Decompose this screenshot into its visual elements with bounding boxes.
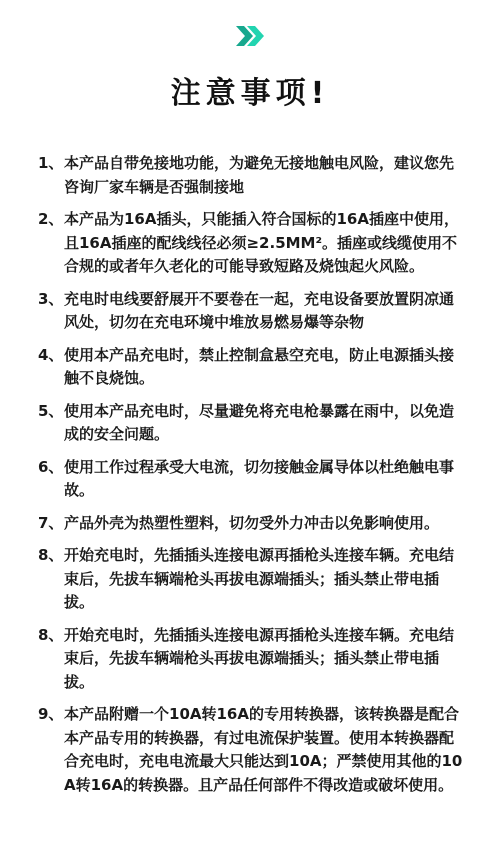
list-item: [38, 208, 468, 279]
item-number: 9、: [38, 705, 64, 723]
item-text: 产品外壳为热塑性塑料，切勿受外力冲击以免影响使用。: [64, 513, 440, 532]
item-text: 充电时电线要舒展开不要卷在一起，充电设备要放置阴凉通风处，切勿在充电环境中堆放易燃易爆等杂物: [64, 289, 455, 331]
item-text: 本产品自带免接地功能，为避免无接地触电风险，建议您先咨询厂家车辆是否强制接地: [64, 154, 455, 196]
list-item: [38, 512, 468, 536]
item-number: 3、: [38, 289, 64, 308]
item-number: 6、: [38, 457, 64, 476]
list-item: [38, 624, 468, 695]
list-item: [38, 703, 468, 797]
item-number: 4、: [38, 345, 64, 364]
item-number: 5、: [38, 401, 64, 420]
page-title: 注意事项!: [170, 76, 330, 111]
list-item: [38, 344, 468, 391]
item-text: 本产品附赠一个10A转16A的专用转换器，该转换器是配合本产品专用的转换器，有过电流保护装置。使用本转换器配合充电时，充电电流最大只能达到10A；严禁使用其他的10A转16A的转换器。且产品任何部件不得改造或破坏使用。: [64, 705, 463, 794]
item-number: 2、: [38, 210, 64, 228]
list-item: [38, 288, 468, 335]
item-text: 使用本产品充电时，尽量避免将充电枪暴露在雨中，以免造成的安全问题。: [64, 401, 455, 443]
item-number: 8、: [38, 546, 64, 564]
list-item: [38, 544, 468, 615]
list-item: [38, 152, 468, 199]
list-item: [38, 400, 468, 447]
item-text: 使用本产品充电时，禁止控制盒悬空充电，防止电源插头接触不良烧蚀。: [64, 345, 455, 387]
notice-list: [38, 152, 468, 806]
double-chevron-right-icon: [236, 26, 266, 46]
item-number: 8、: [38, 625, 64, 644]
list-item: [38, 456, 468, 503]
item-text: 本产品为16A插头，只能插入符合国标的16A插座中使用，且16A插座的配线线径必须≥2.5MM²。插座或线缆使用不合规的或者年久老化的可能导致短路及烧蚀起火风险。: [64, 210, 459, 275]
item-text: 开始充电时，先插插头连接电源再插枪头连接车辆。充电结束后，先拔车辆端枪头再拔电源端插头；插头禁止带电插拔。: [64, 546, 455, 611]
item-text: 使用工作过程承受大电流，切勿接触金属导体以杜绝触电事故。: [64, 457, 455, 499]
item-number: 1、: [38, 154, 64, 172]
item-number: 7、: [38, 513, 64, 532]
item-text: 开始充电时，先插插头连接电源再插枪头连接车辆。充电结束后，先拔车辆端枪头再拔电源端插头；插头禁止带电插拔。: [64, 625, 455, 691]
